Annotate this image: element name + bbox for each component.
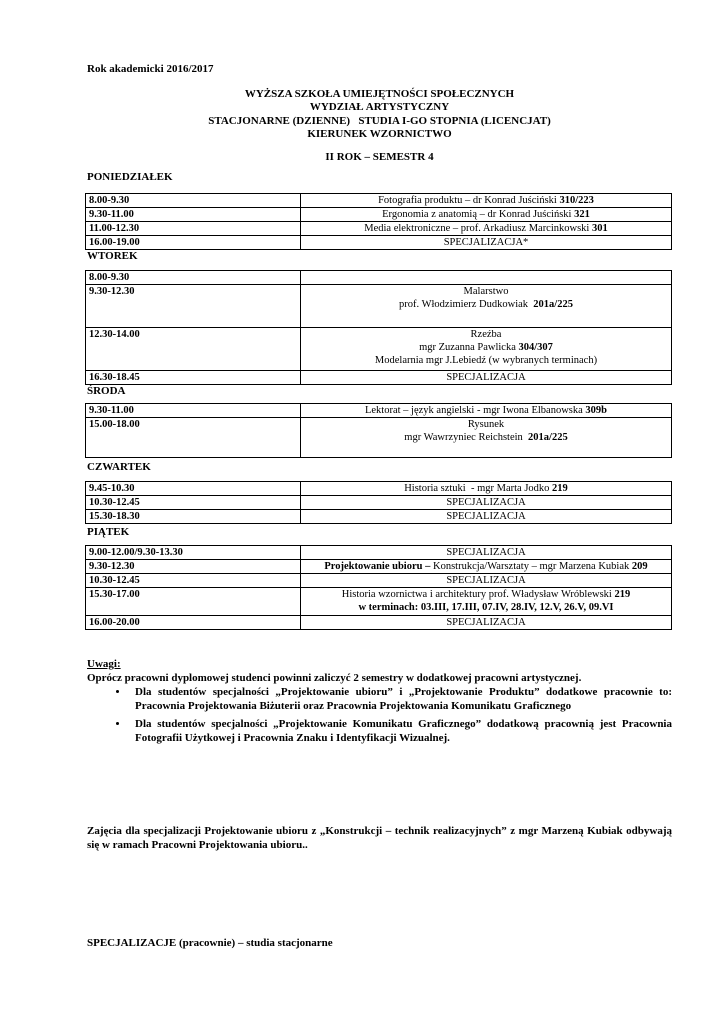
course-line xyxy=(304,482,668,495)
course-text: mgr Wawrzyniec Reichstein xyxy=(404,432,529,443)
course-cell xyxy=(301,482,672,496)
course-line xyxy=(304,431,668,444)
course-cell xyxy=(301,194,672,208)
course-cell xyxy=(301,510,672,524)
academic-year: Rok akademicki 2016/2017 xyxy=(87,63,214,75)
schedule-row xyxy=(86,328,672,371)
course-text: SPECJALIZACJA xyxy=(446,575,526,586)
course-line xyxy=(304,222,668,235)
course-line xyxy=(304,404,668,417)
course-line xyxy=(304,236,668,249)
schedule-row xyxy=(86,616,672,630)
schedule-table-friday xyxy=(85,545,672,630)
course-line xyxy=(304,311,668,324)
schedule-row xyxy=(86,271,672,285)
room-number: 219 xyxy=(614,589,631,600)
schedule-table-monday xyxy=(85,193,672,250)
notes-bullet: • Dla studentów specjalności „Projektowanie Komunikatu Graficznego” dodatkową pracownią jest Pracownia Fotografii Użytkowej i Pracownia Znaku i Identyfikacji Wizualnej. xyxy=(129,717,672,745)
course-line xyxy=(304,371,668,384)
field-of-study: KIERUNEK WZORNICTWO xyxy=(307,128,452,141)
course-cell xyxy=(301,285,672,328)
course-text: Rysunek xyxy=(467,419,505,430)
course-line xyxy=(304,298,668,311)
course-cell xyxy=(301,546,672,560)
course-cell xyxy=(301,271,672,285)
time-cell: 16.00-20.00 xyxy=(86,616,301,630)
course-text: SPECJALIZACJA xyxy=(446,372,526,383)
room-number: 209 xyxy=(631,561,648,572)
course-text: mgr Zuzanna Pawlicka xyxy=(419,342,519,353)
schedule-row xyxy=(86,574,672,588)
time-cell: 9.30-11.00 xyxy=(86,404,301,418)
course-text: Lektorat – język angielski - mgr Iwona Elbanowska xyxy=(364,405,586,416)
faculty-name: WYDZIAŁ ARTYSTYCZNY xyxy=(309,101,450,114)
time-cell: 9.00-12.00/9.30-13.30 xyxy=(86,546,301,560)
time-cell: 11.00-12.30 xyxy=(86,222,301,236)
room-number: 301 xyxy=(591,223,608,234)
schedule-row xyxy=(86,496,672,510)
time-cell: 12.30-14.00 xyxy=(86,328,301,371)
course-line xyxy=(304,271,668,284)
course-text: Media elektroniczne – prof. Arkadiusz Marcinkowski xyxy=(364,223,592,234)
course-line xyxy=(304,194,668,207)
schedule-row xyxy=(86,222,672,236)
course-text: Malarstwo xyxy=(463,286,509,297)
course-cell xyxy=(301,222,672,236)
specializations-heading: SPECJALIZACJE (pracownie) – studia stacjonarne xyxy=(87,937,333,949)
course-cell xyxy=(301,574,672,588)
schedule-row xyxy=(86,588,672,616)
specialization-note: Zajęcia dla specjalizacji Projektowanie ubioru z „Konstrukcji – technik realizacyjnych” z mgr Marzeną Kubiak odbywają się w ramach Pracowni Projektowania ubioru.. xyxy=(87,825,672,851)
course-line xyxy=(304,444,668,457)
semester-title: II ROK – SEMESTR 4 xyxy=(325,150,434,163)
day-heading-thursday: CZWARTEK xyxy=(87,461,151,473)
time-cell: 15.30-17.00 xyxy=(86,588,301,616)
room-number: 309b xyxy=(585,405,608,416)
course-line xyxy=(304,418,668,431)
course-cell xyxy=(301,616,672,630)
course-line xyxy=(304,510,668,523)
schedule-table-thursday xyxy=(85,481,672,524)
schedule-row xyxy=(86,285,672,328)
course-text: SPECJALIZACJA xyxy=(446,547,526,558)
room-number: 310/223 xyxy=(559,195,594,206)
day-heading-wednesday: ŚRODA xyxy=(87,385,126,397)
school-name: WYŻSZA SZKOŁA UMIEJĘTNOŚCI SPOŁECZNYCH xyxy=(244,88,515,100)
schedule-row xyxy=(86,236,672,250)
course-text: Fotografia produktu – dr Konrad Juściński xyxy=(378,195,560,206)
course-text: SPECJALIZACJA xyxy=(446,497,526,508)
room-number: 201a/225 xyxy=(528,432,568,443)
time-cell: 16.30-18.45 xyxy=(86,371,301,385)
course-text: SPECJALIZACJA xyxy=(446,617,526,628)
course-cell xyxy=(301,236,672,250)
course-cell xyxy=(301,496,672,510)
course-line xyxy=(304,208,668,221)
course-line xyxy=(304,328,668,341)
time-cell: 9.30-12.30 xyxy=(86,285,301,328)
course-cell xyxy=(301,404,672,418)
schedule-row xyxy=(86,510,672,524)
time-cell: 9.30-11.00 xyxy=(86,208,301,222)
day-heading-tuesday: WTOREK xyxy=(87,250,138,262)
course-line xyxy=(304,601,668,614)
time-cell: 9.30-12.30 xyxy=(86,560,301,574)
schedule-table-tuesday xyxy=(85,270,672,385)
time-cell: 10.30-12.45 xyxy=(86,496,301,510)
course-cell xyxy=(301,560,672,574)
schedule-table-wednesday xyxy=(85,403,672,458)
time-cell: 15.30-18.30 xyxy=(86,510,301,524)
day-heading-friday: PIĄTEK xyxy=(87,526,130,538)
course-line xyxy=(304,588,668,601)
course-cell xyxy=(301,328,672,371)
course-cell xyxy=(301,208,672,222)
course-cell xyxy=(301,371,672,385)
course-line xyxy=(304,496,668,509)
schedule-row xyxy=(86,404,672,418)
room-number: 201a/225 xyxy=(533,299,573,310)
study-mode: STACJONARNE (DZIENNE) STUDIA I-GO STOPNIA (LICENCJAT) xyxy=(208,114,551,127)
notes-list xyxy=(87,685,672,745)
notes-bullet: • Dla studentów specjalności „Projektowanie ubioru” i „Projektowanie Produktu” dodatkowe pracownie to: Pracownia Projektowania Biżuterii oraz Pracownia Projektowania Komunikatu Graficznego xyxy=(129,685,672,713)
course-line xyxy=(304,285,668,298)
time-cell: 8.00-9.30 xyxy=(86,194,301,208)
time-cell: 10.30-12.45 xyxy=(86,574,301,588)
time-cell: 15.00-18.00 xyxy=(86,418,301,458)
schedule-row xyxy=(86,371,672,385)
document-header xyxy=(87,88,672,164)
day-heading-monday: PONIEDZIAŁEK xyxy=(87,171,173,183)
course-line xyxy=(304,546,668,559)
course-text: prof. Włodzimierz Dudkowiak xyxy=(399,299,534,310)
course-text: Rzeźba xyxy=(470,329,502,340)
course-line xyxy=(304,574,668,587)
course-cell xyxy=(301,418,672,458)
room-number: 321 xyxy=(574,209,590,220)
course-text: SPECJALIZACJA* xyxy=(443,237,529,248)
notes-section xyxy=(87,657,672,745)
time-cell: 9.45-10.30 xyxy=(86,482,301,496)
schedule-row xyxy=(86,418,672,458)
schedule-row xyxy=(86,194,672,208)
course-text: Konstrukcja/Warsztaty – mgr Marzena Kubiak xyxy=(432,561,632,572)
room-number: w terminach: 03.III, 17.III, 07.IV, 28.IV, 12.V, 26.V, 09.VI xyxy=(358,602,614,613)
course-cell xyxy=(301,588,672,616)
room-number: 304/307 xyxy=(518,342,553,353)
schedule-row xyxy=(86,560,672,574)
notes-title: Uwagi: xyxy=(87,658,121,670)
time-cell: 8.00-9.30 xyxy=(86,271,301,285)
course-text: Modelarnia mgr J.Lebiedź (w wybranych terminach) xyxy=(374,355,598,366)
notes-intro: Oprócz pracowni dyplomowej studenci powinni zaliczyć 2 semestry w dodatkowej pracowni artystycznej. xyxy=(87,672,582,684)
schedule-row xyxy=(86,482,672,496)
schedule-row xyxy=(86,546,672,560)
course-line xyxy=(304,354,668,367)
course-text: SPECJALIZACJA xyxy=(446,511,526,522)
room-number: 219 xyxy=(552,483,568,494)
course-line xyxy=(304,560,668,573)
schedule-row xyxy=(86,208,672,222)
course-text: Historia wzornictwa i architektury prof. Władysław Wróblewski xyxy=(341,589,615,600)
course-text: Ergonomia z anatomią – dr Konrad Juściński xyxy=(382,209,575,220)
course-text: Historia sztuki - mgr Marta Jodko xyxy=(404,483,553,494)
course-line xyxy=(304,616,668,629)
time-cell: 16.00-19.00 xyxy=(86,236,301,250)
course-title-bold: Projektowanie ubioru – xyxy=(324,561,433,572)
course-line xyxy=(304,341,668,354)
